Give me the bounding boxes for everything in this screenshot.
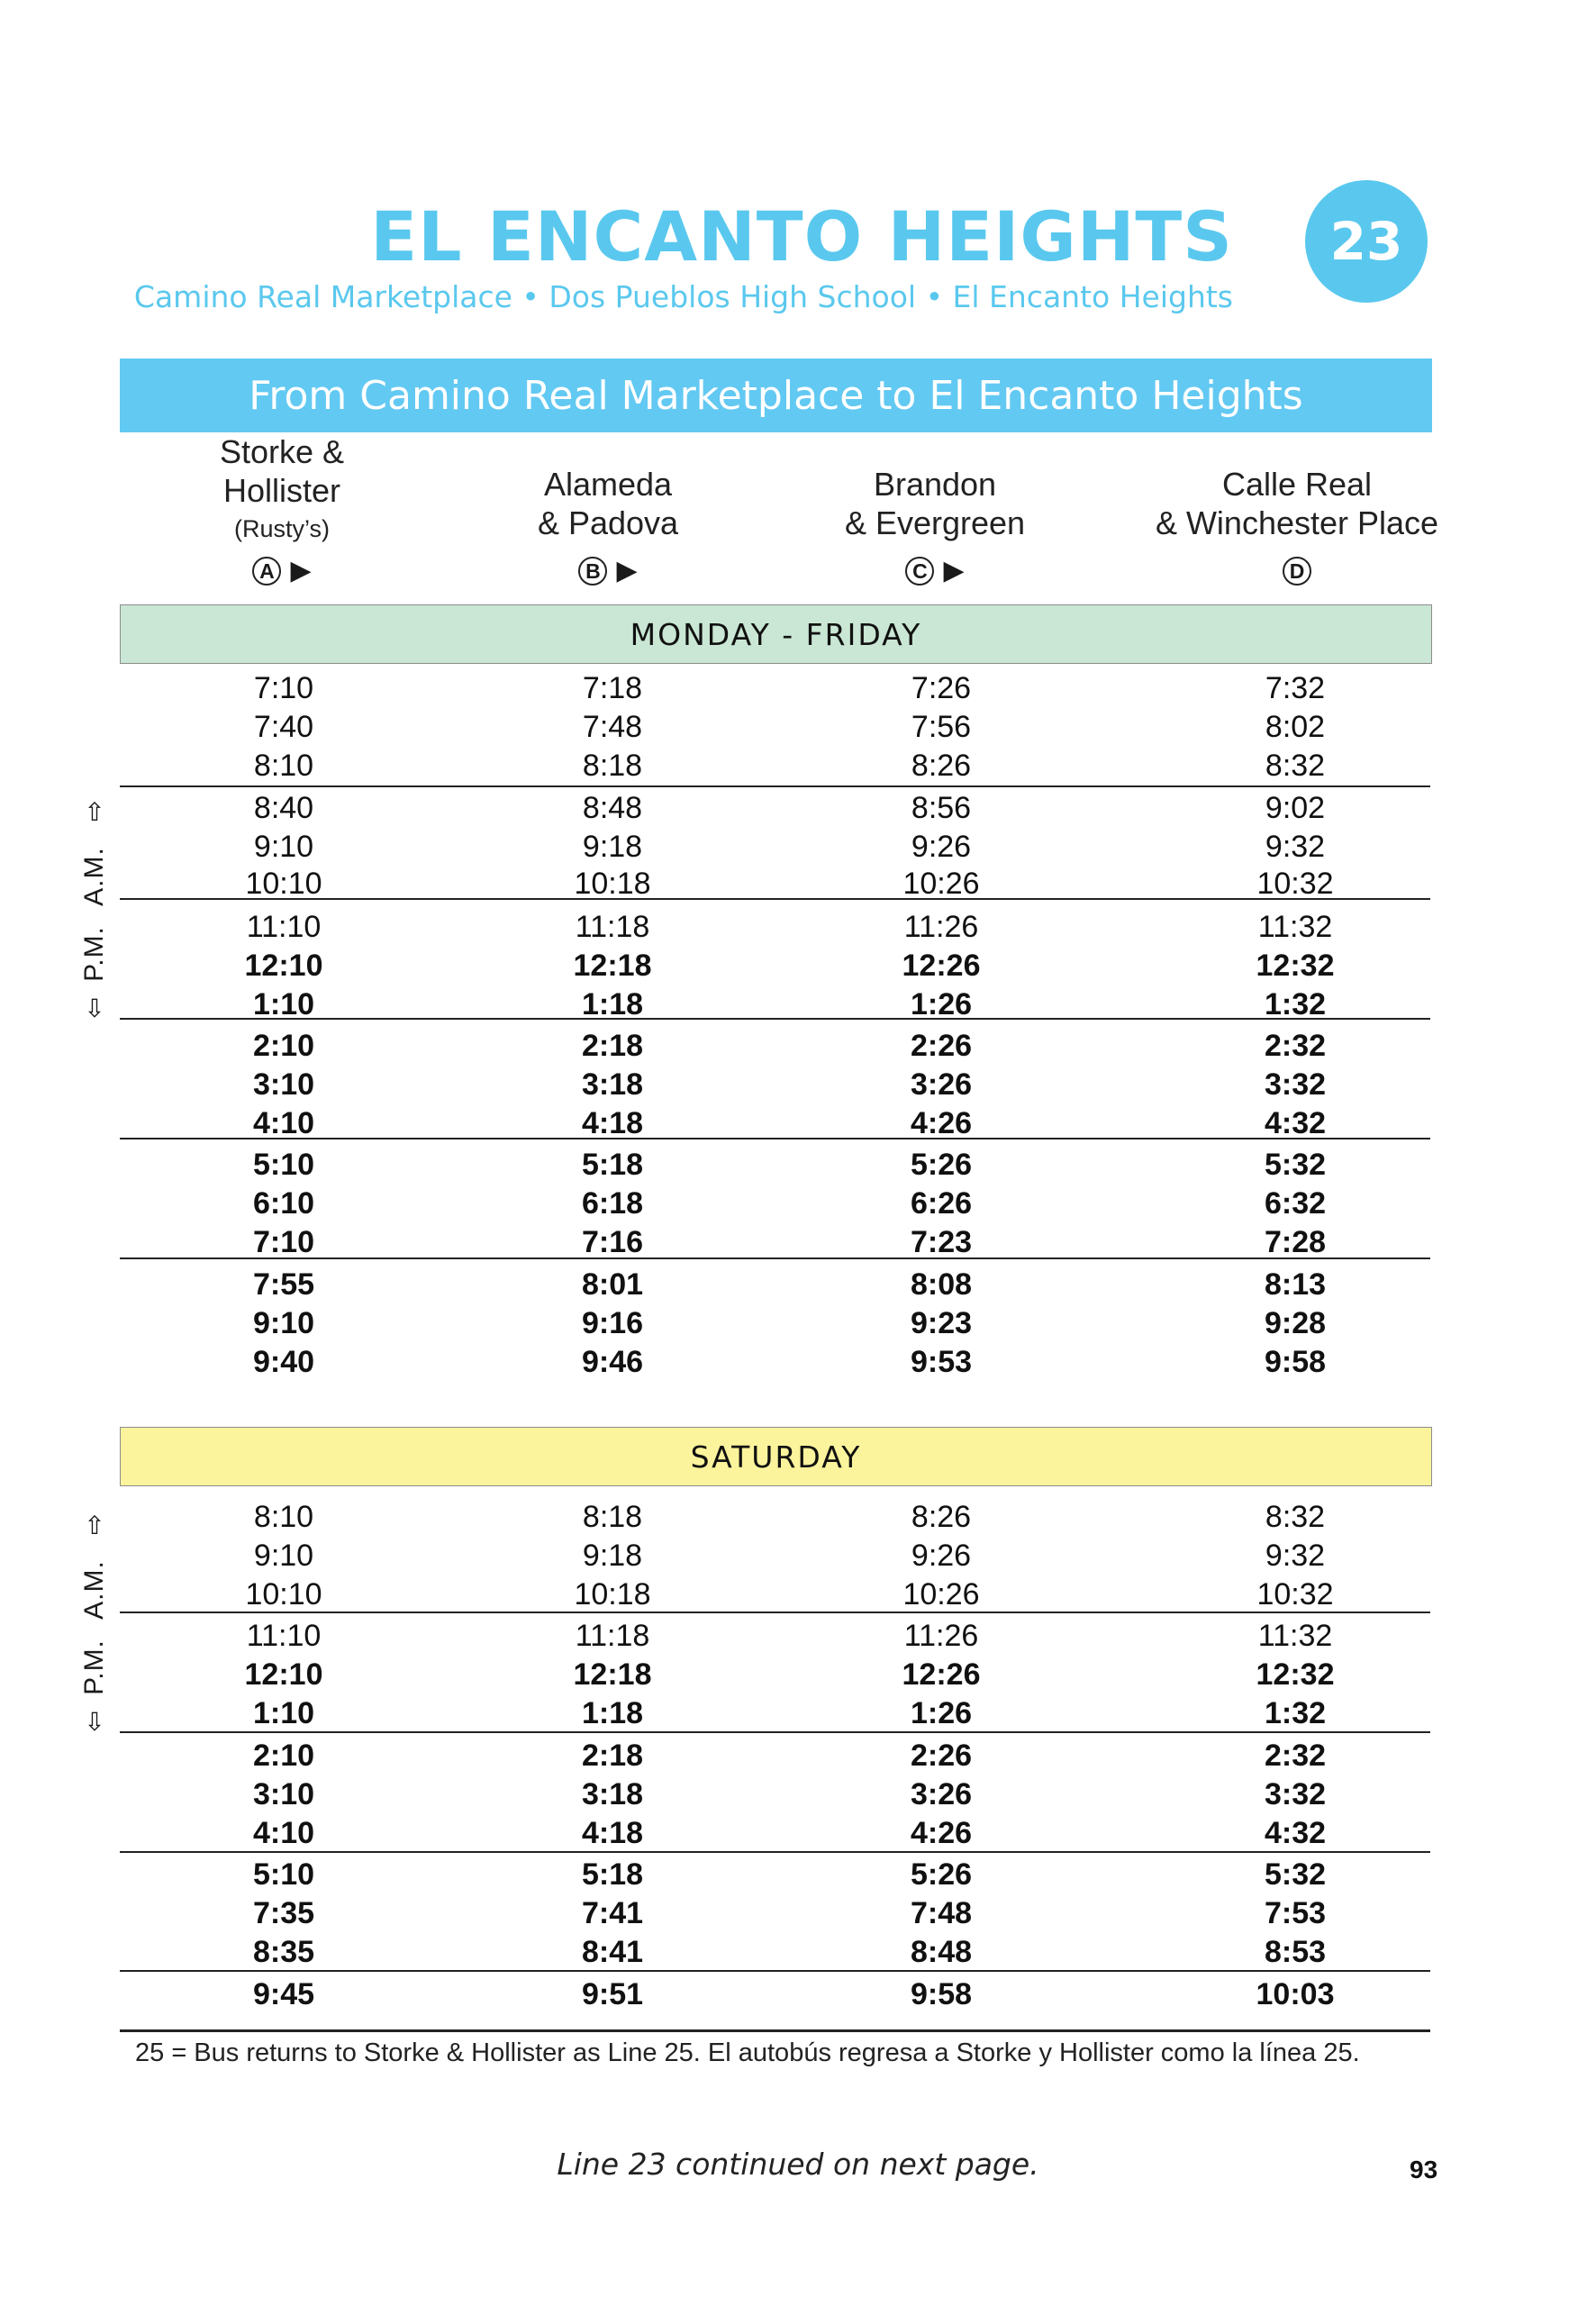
table-row bbox=[120, 1894, 1430, 1933]
timepoint-d-icon: D bbox=[1283, 557, 1311, 586]
time-cell: 7:55 bbox=[252, 1267, 315, 1302]
time-cell: 8:13 bbox=[1264, 1267, 1327, 1302]
time-cell: 7:56 bbox=[911, 710, 972, 744]
time-cell: 11:32 bbox=[1257, 1619, 1333, 1653]
time-cell: 9:32 bbox=[1265, 830, 1326, 864]
stop-name-line: Hollister bbox=[222, 472, 341, 509]
time-cell: 8:01 bbox=[581, 1267, 644, 1302]
time-cell: 7:16 bbox=[581, 1225, 644, 1259]
time-cell: 9:10 bbox=[253, 830, 314, 864]
stop-header-a bbox=[102, 432, 462, 549]
am-label: A.M. bbox=[79, 1560, 110, 1620]
row-group-divider bbox=[120, 898, 1430, 900]
time-cell: 12:18 bbox=[573, 949, 652, 983]
weekday-am-label bbox=[68, 798, 122, 906]
saturday-am-label bbox=[68, 1512, 122, 1620]
time-cell: 4:26 bbox=[910, 1816, 973, 1850]
time-cell: 10:18 bbox=[574, 867, 651, 901]
time-cell: 9:58 bbox=[910, 1977, 973, 2011]
stop-name-line: Calle Real bbox=[1221, 466, 1373, 503]
time-cell: 9:46 bbox=[581, 1345, 644, 1379]
time-cell: 1:10 bbox=[252, 1696, 315, 1730]
time-cell: 6:26 bbox=[910, 1186, 973, 1221]
time-cell: 7:10 bbox=[252, 1225, 315, 1259]
time-cell: 9:45 bbox=[252, 1977, 315, 2011]
row-group-divider bbox=[120, 1018, 1430, 1020]
stop-header-c bbox=[755, 465, 1115, 542]
row-group-divider bbox=[120, 1611, 1430, 1613]
time-cell: 8:26 bbox=[911, 749, 972, 783]
time-cell: 7:23 bbox=[910, 1225, 973, 1259]
time-cell: 1:10 bbox=[252, 987, 315, 1021]
time-cell: 4:10 bbox=[252, 1106, 315, 1140]
table-row bbox=[120, 1223, 1430, 1262]
table-row bbox=[120, 669, 1430, 708]
time-cell: 5:26 bbox=[910, 1148, 973, 1182]
time-cell: 8:02 bbox=[1265, 710, 1326, 744]
table-row bbox=[120, 1537, 1430, 1575]
route-subtitle: Camino Real Marketplace • Dos Pueblos High School • El Encanto Heights bbox=[133, 279, 1233, 314]
table-row bbox=[120, 908, 1430, 947]
time-cell: 8:18 bbox=[582, 749, 643, 783]
time-cell: 9:26 bbox=[911, 1539, 972, 1573]
time-cell: 4:18 bbox=[581, 1106, 644, 1140]
time-cell: 9:18 bbox=[582, 1539, 643, 1573]
time-cell: 2:18 bbox=[581, 1739, 644, 1773]
table-row bbox=[120, 1694, 1430, 1733]
direction-banner: From Camino Real Marketplace to El Encanto Heights bbox=[120, 359, 1432, 432]
table-row bbox=[120, 789, 1430, 828]
time-cell: 4:18 bbox=[581, 1816, 644, 1850]
time-cell: 7:26 bbox=[911, 671, 972, 705]
table-row bbox=[120, 1304, 1430, 1343]
pm-label: P.M. bbox=[79, 926, 109, 982]
time-cell: 6:18 bbox=[581, 1186, 644, 1221]
table-row bbox=[120, 1185, 1430, 1223]
table-row bbox=[120, 1656, 1430, 1694]
table-row bbox=[120, 1975, 1430, 2014]
route-number-badge: 23 bbox=[1305, 180, 1428, 303]
table-row bbox=[120, 747, 1430, 785]
arrow-up-icon: ⇧ bbox=[84, 1512, 105, 1539]
time-cell: 3:26 bbox=[910, 1777, 973, 1811]
time-cell: 10:32 bbox=[1256, 1577, 1334, 1611]
time-cell: 7:41 bbox=[581, 1896, 644, 1930]
time-cell: 3:10 bbox=[252, 1067, 315, 1102]
time-cell: 2:26 bbox=[910, 1739, 973, 1773]
time-cell: 1:26 bbox=[910, 1696, 973, 1730]
time-cell: 1:18 bbox=[581, 1696, 644, 1730]
weekday-pm-label bbox=[68, 926, 122, 1021]
saturday-band: SATURDAY bbox=[120, 1427, 1432, 1486]
saturday-pm-label bbox=[68, 1639, 122, 1735]
time-cell: 8:41 bbox=[581, 1935, 644, 1969]
time-cell: 11:18 bbox=[575, 1619, 650, 1653]
weekday-band: MONDAY - FRIDAY bbox=[120, 604, 1432, 664]
arrow-right-icon: ▶ bbox=[290, 556, 312, 586]
table-row bbox=[120, 1617, 1430, 1656]
time-cell: 12:18 bbox=[573, 1657, 652, 1692]
time-cell: 10:26 bbox=[902, 867, 980, 901]
am-label: A.M. bbox=[79, 847, 110, 906]
table-row bbox=[120, 708, 1430, 747]
page-title: EL ENCANTO HEIGHTS bbox=[370, 196, 1233, 277]
time-cell: 8:48 bbox=[910, 1935, 973, 1969]
time-cell: 4:10 bbox=[252, 1816, 315, 1850]
time-cell: 12:26 bbox=[902, 949, 981, 983]
timepoint-b-icon: B bbox=[578, 557, 607, 586]
time-cell: 11:26 bbox=[903, 1619, 979, 1653]
time-cell: 3:26 bbox=[910, 1067, 973, 1102]
time-cell: 8:18 bbox=[582, 1500, 643, 1534]
arrow-down-icon: ⇩ bbox=[84, 1708, 105, 1736]
time-cell: 9:10 bbox=[252, 1306, 315, 1340]
time-cell: 12:10 bbox=[244, 1657, 323, 1692]
time-cell: 5:32 bbox=[1264, 1857, 1327, 1892]
stop-name-line: Storke & bbox=[219, 433, 345, 470]
time-cell: 3:32 bbox=[1264, 1067, 1327, 1102]
table-row bbox=[120, 1737, 1430, 1775]
time-cell: 11:26 bbox=[903, 910, 979, 944]
time-cell: 7:10 bbox=[253, 671, 314, 705]
time-cell: 9:26 bbox=[911, 830, 972, 864]
time-cell: 9:16 bbox=[581, 1306, 644, 1340]
time-cell: 9:32 bbox=[1265, 1539, 1326, 1573]
time-cell: 8:40 bbox=[253, 791, 314, 825]
row-group-divider bbox=[120, 1851, 1430, 1853]
time-cell: 11:18 bbox=[575, 910, 650, 944]
time-cell: 7:28 bbox=[1264, 1225, 1327, 1259]
time-cell: 7:48 bbox=[910, 1896, 973, 1930]
time-cell: 5:32 bbox=[1264, 1148, 1327, 1182]
row-group-divider bbox=[120, 1731, 1430, 1733]
time-cell: 8:08 bbox=[910, 1267, 973, 1302]
time-cell: 8:48 bbox=[582, 791, 643, 825]
row-group-divider bbox=[120, 1138, 1430, 1139]
time-cell: 8:53 bbox=[1264, 1935, 1327, 1969]
time-cell: 5:18 bbox=[581, 1857, 644, 1892]
time-cell: 3:18 bbox=[581, 1777, 644, 1811]
time-cell: 12:26 bbox=[902, 1657, 981, 1692]
row-group-divider bbox=[120, 1970, 1430, 1972]
footnote: 25 = Bus returns to Storke & Hollister as Line 25. El autobús regresa a Storke y Hollister como la línea 25. bbox=[135, 2038, 1360, 2067]
time-cell: 5:10 bbox=[252, 1148, 315, 1182]
stop-name-line: & Padova bbox=[537, 504, 679, 541]
time-cell: 3:10 bbox=[252, 1777, 315, 1811]
time-cell: 1:32 bbox=[1264, 1696, 1327, 1730]
arrow-right-icon: ▶ bbox=[616, 556, 638, 586]
stop-header-d bbox=[1117, 465, 1477, 542]
table-row bbox=[120, 1066, 1430, 1104]
table-row bbox=[120, 828, 1430, 867]
time-cell: 10:26 bbox=[902, 1577, 980, 1611]
time-cell: 12:32 bbox=[1256, 1657, 1335, 1692]
time-cell: 11:32 bbox=[1257, 910, 1333, 944]
timepoint-a-icon: A bbox=[252, 557, 281, 586]
time-cell: 3:32 bbox=[1264, 1777, 1327, 1811]
continued-note: Line 23 continued on next page. bbox=[557, 2147, 1039, 2182]
time-cell: 10:10 bbox=[245, 867, 322, 901]
time-cell: 9:02 bbox=[1265, 791, 1326, 825]
table-row bbox=[120, 1146, 1430, 1185]
time-cell: 8:35 bbox=[252, 1935, 315, 1969]
stop-marker-d bbox=[1117, 551, 1477, 591]
table-row bbox=[120, 1027, 1430, 1066]
time-cell: 2:32 bbox=[1264, 1029, 1327, 1063]
time-cell: 7:32 bbox=[1265, 671, 1326, 705]
time-cell: 2:10 bbox=[252, 1029, 315, 1063]
time-cell: 4:26 bbox=[910, 1106, 973, 1140]
arrow-up-icon: ⇧ bbox=[84, 798, 105, 826]
time-cell: 6:32 bbox=[1264, 1186, 1327, 1221]
table-bottom-rule bbox=[120, 2029, 1430, 2032]
table-row bbox=[120, 1814, 1430, 1853]
time-cell: 9:28 bbox=[1264, 1306, 1327, 1340]
time-cell: 8:26 bbox=[911, 1500, 972, 1534]
time-cell: 2:26 bbox=[910, 1029, 973, 1063]
time-cell: 10:32 bbox=[1256, 867, 1334, 901]
time-cell: 2:10 bbox=[252, 1739, 315, 1773]
stop-name-line: Alameda bbox=[543, 466, 673, 503]
stop-name-line: & Evergreen bbox=[844, 504, 1026, 541]
time-cell: 7:18 bbox=[582, 671, 643, 705]
time-cell: 7:40 bbox=[253, 710, 314, 744]
time-cell: 9:40 bbox=[252, 1345, 315, 1379]
time-cell: 10:03 bbox=[1256, 1977, 1335, 2011]
stop-name-line: & Winchester Place bbox=[1155, 504, 1439, 541]
stop-header-b bbox=[428, 465, 788, 542]
time-cell: 8:32 bbox=[1265, 1500, 1326, 1534]
arrow-down-icon: ⇩ bbox=[84, 994, 105, 1022]
time-cell: 10:18 bbox=[574, 1577, 651, 1611]
time-cell: 2:18 bbox=[581, 1029, 644, 1063]
time-cell: 7:53 bbox=[1264, 1896, 1327, 1930]
stop-name-line: Brandon bbox=[873, 466, 997, 503]
table-row bbox=[120, 1343, 1430, 1382]
time-cell: 8:32 bbox=[1265, 749, 1326, 783]
time-cell: 9:18 bbox=[582, 830, 643, 864]
row-group-divider bbox=[120, 1257, 1430, 1259]
page-number: 93 bbox=[1410, 2156, 1438, 2183]
time-cell: 11:10 bbox=[246, 1619, 322, 1653]
stop-note: (Rusty’s) bbox=[233, 515, 330, 542]
time-cell: 9:51 bbox=[581, 1977, 644, 2011]
time-cell: 8:10 bbox=[253, 1500, 314, 1534]
timepoint-c-icon: C bbox=[905, 557, 934, 586]
time-cell: 5:18 bbox=[581, 1148, 644, 1182]
stop-marker-c bbox=[755, 551, 1115, 591]
table-row bbox=[120, 1856, 1430, 1894]
time-cell: 6:10 bbox=[252, 1186, 315, 1221]
time-cell: 10:10 bbox=[245, 1577, 322, 1611]
time-cell: 2:32 bbox=[1264, 1739, 1327, 1773]
time-cell: 3:18 bbox=[581, 1067, 644, 1102]
time-cell: 8:10 bbox=[253, 749, 314, 783]
time-cell: 9:58 bbox=[1264, 1345, 1327, 1379]
time-cell: 8:56 bbox=[911, 791, 972, 825]
table-row bbox=[120, 1575, 1430, 1614]
time-cell: 9:53 bbox=[910, 1345, 973, 1379]
time-cell: 7:48 bbox=[582, 710, 643, 744]
time-cell: 7:35 bbox=[252, 1896, 315, 1930]
time-cell: 1:18 bbox=[581, 987, 644, 1021]
table-row bbox=[120, 1775, 1430, 1814]
time-cell: 5:10 bbox=[252, 1857, 315, 1892]
table-row bbox=[120, 1498, 1430, 1537]
time-cell: 9:10 bbox=[253, 1539, 314, 1573]
time-cell: 5:26 bbox=[910, 1857, 973, 1892]
stop-marker-a bbox=[102, 551, 462, 591]
time-cell: 1:32 bbox=[1264, 987, 1327, 1021]
time-cell: 4:32 bbox=[1264, 1106, 1327, 1140]
pm-label: P.M. bbox=[79, 1639, 109, 1695]
row-group-divider bbox=[120, 785, 1430, 787]
time-cell: 4:32 bbox=[1264, 1816, 1327, 1850]
table-row bbox=[120, 1266, 1430, 1304]
time-cell: 1:26 bbox=[910, 987, 973, 1021]
time-cell: 9:23 bbox=[910, 1306, 973, 1340]
time-cell: 11:10 bbox=[246, 910, 322, 944]
arrow-right-icon: ▶ bbox=[943, 556, 965, 586]
time-cell: 12:10 bbox=[244, 949, 323, 983]
time-cell: 12:32 bbox=[1256, 949, 1335, 983]
table-row bbox=[120, 1933, 1430, 1972]
stop-marker-b bbox=[428, 551, 788, 591]
table-row bbox=[120, 947, 1430, 985]
